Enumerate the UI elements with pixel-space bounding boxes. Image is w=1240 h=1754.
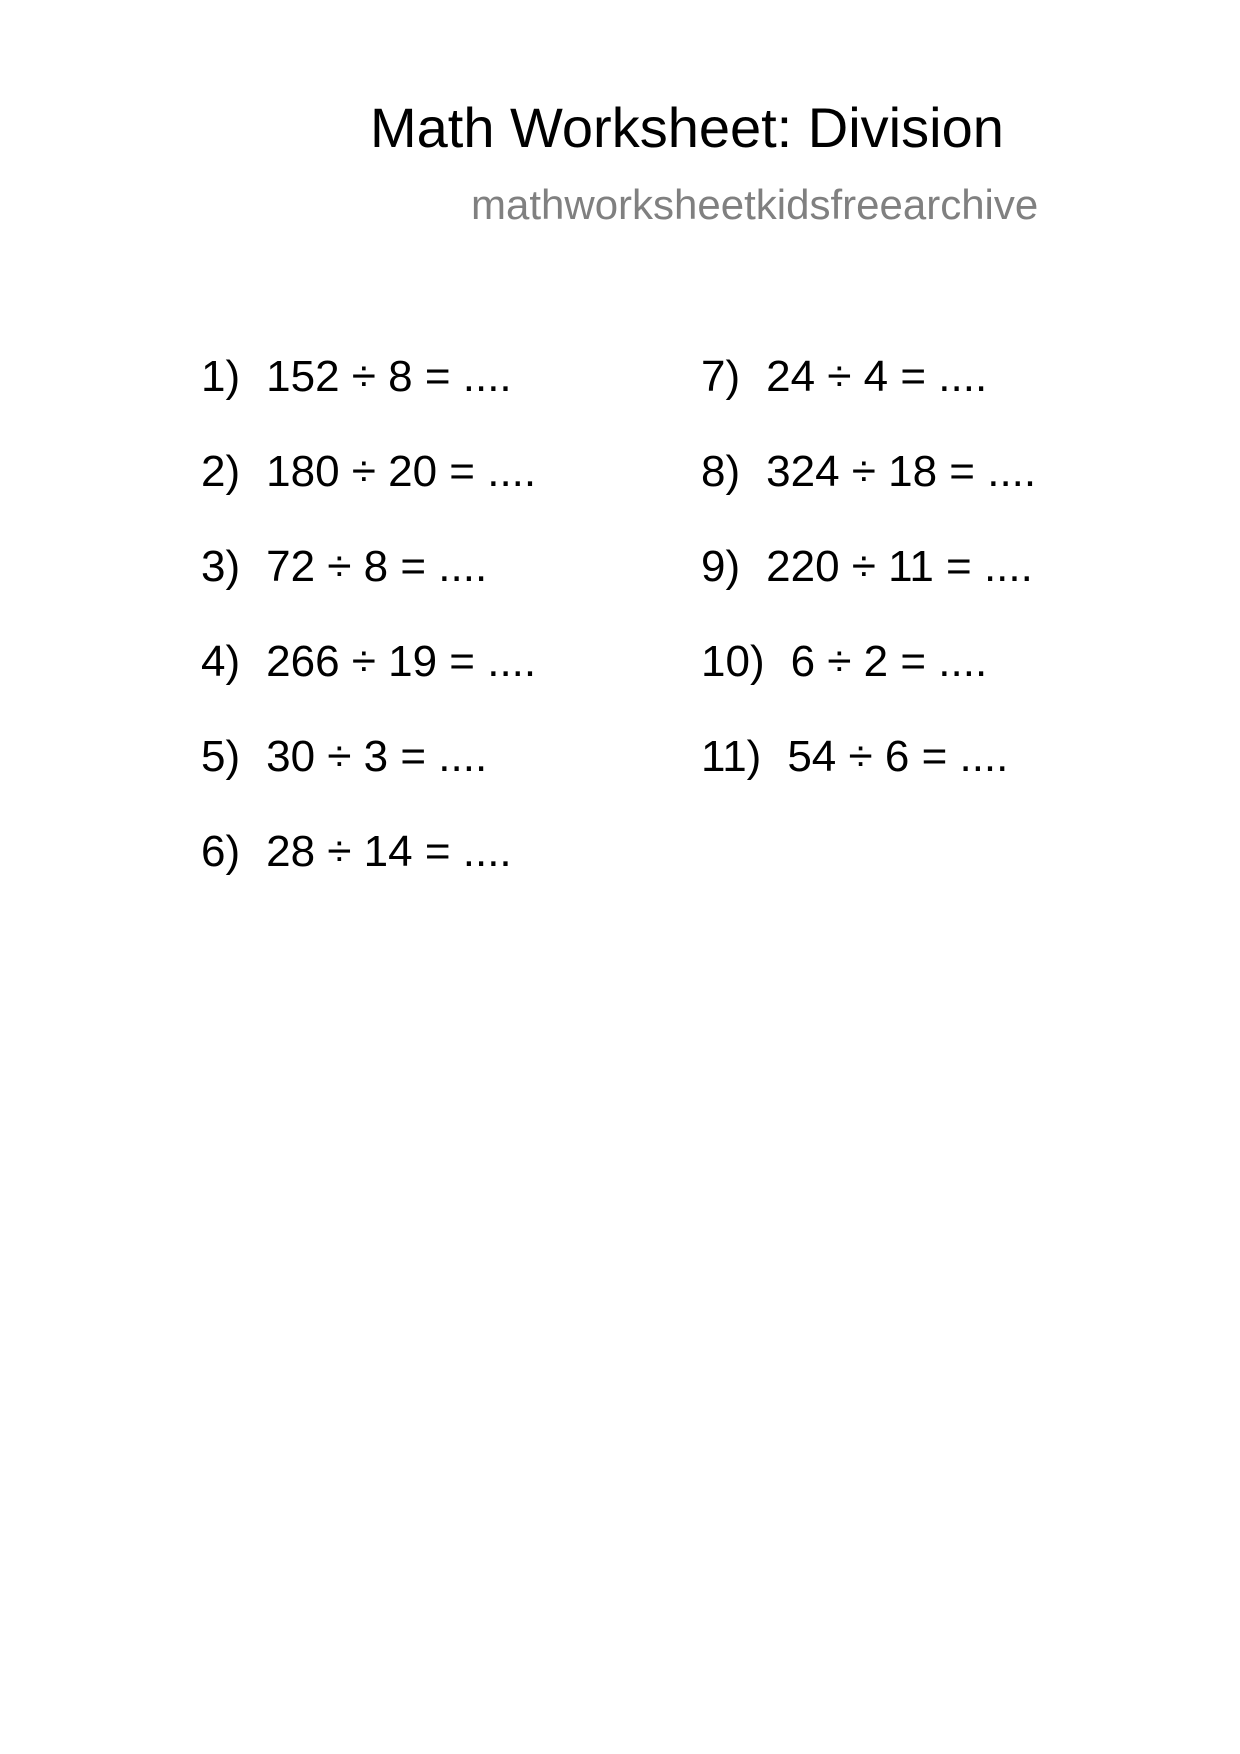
problem-item — [201, 352, 681, 447]
problem-number: 4) — [201, 637, 241, 686]
problem-number: 6) — [201, 827, 241, 876]
problem-expression: 30 ÷ 3 = .... — [266, 732, 488, 781]
problem-item — [201, 637, 681, 732]
problem-number: 5) — [201, 732, 241, 781]
problem-number: 3) — [201, 542, 241, 591]
problem-item — [201, 542, 681, 637]
problem-number: 7) — [701, 352, 741, 401]
problem-expression: 6 ÷ 2 = .... — [790, 637, 988, 686]
problem-item — [701, 447, 1181, 542]
problem-item — [701, 352, 1181, 447]
problem-expression: 28 ÷ 14 = .... — [266, 827, 512, 876]
problem-column-right — [701, 352, 1181, 827]
problem-number: 2) — [201, 447, 241, 496]
page-subtitle: mathworksheetkidsfreearchive — [471, 181, 1039, 228]
problem-column-left — [201, 352, 681, 922]
page-title: Math Worksheet: Division — [370, 96, 1004, 159]
problem-expression: 72 ÷ 8 = .... — [266, 542, 488, 591]
problem-number: 11) — [701, 732, 762, 781]
problem-expression: 266 ÷ 19 = .... — [266, 637, 537, 686]
problem-number: 9) — [701, 542, 741, 591]
problem-item — [201, 447, 681, 542]
problem-expression: 152 ÷ 8 = .... — [266, 352, 512, 401]
problem-item — [701, 637, 1181, 732]
problem-number: 10) — [701, 637, 765, 686]
problem-expression: 54 ÷ 6 = .... — [787, 732, 1009, 781]
problem-expression: 220 ÷ 11 = .... — [766, 542, 1033, 591]
problem-item — [201, 827, 681, 922]
problem-number: 8) — [701, 447, 741, 496]
problem-number: 1) — [201, 352, 241, 401]
problem-item — [201, 732, 681, 827]
problem-expression: 24 ÷ 4 = .... — [766, 352, 988, 401]
problem-item — [701, 732, 1181, 827]
problem-expression: 180 ÷ 20 = .... — [266, 447, 537, 496]
problem-expression: 324 ÷ 18 = .... — [766, 447, 1037, 496]
problem-item — [701, 542, 1181, 637]
